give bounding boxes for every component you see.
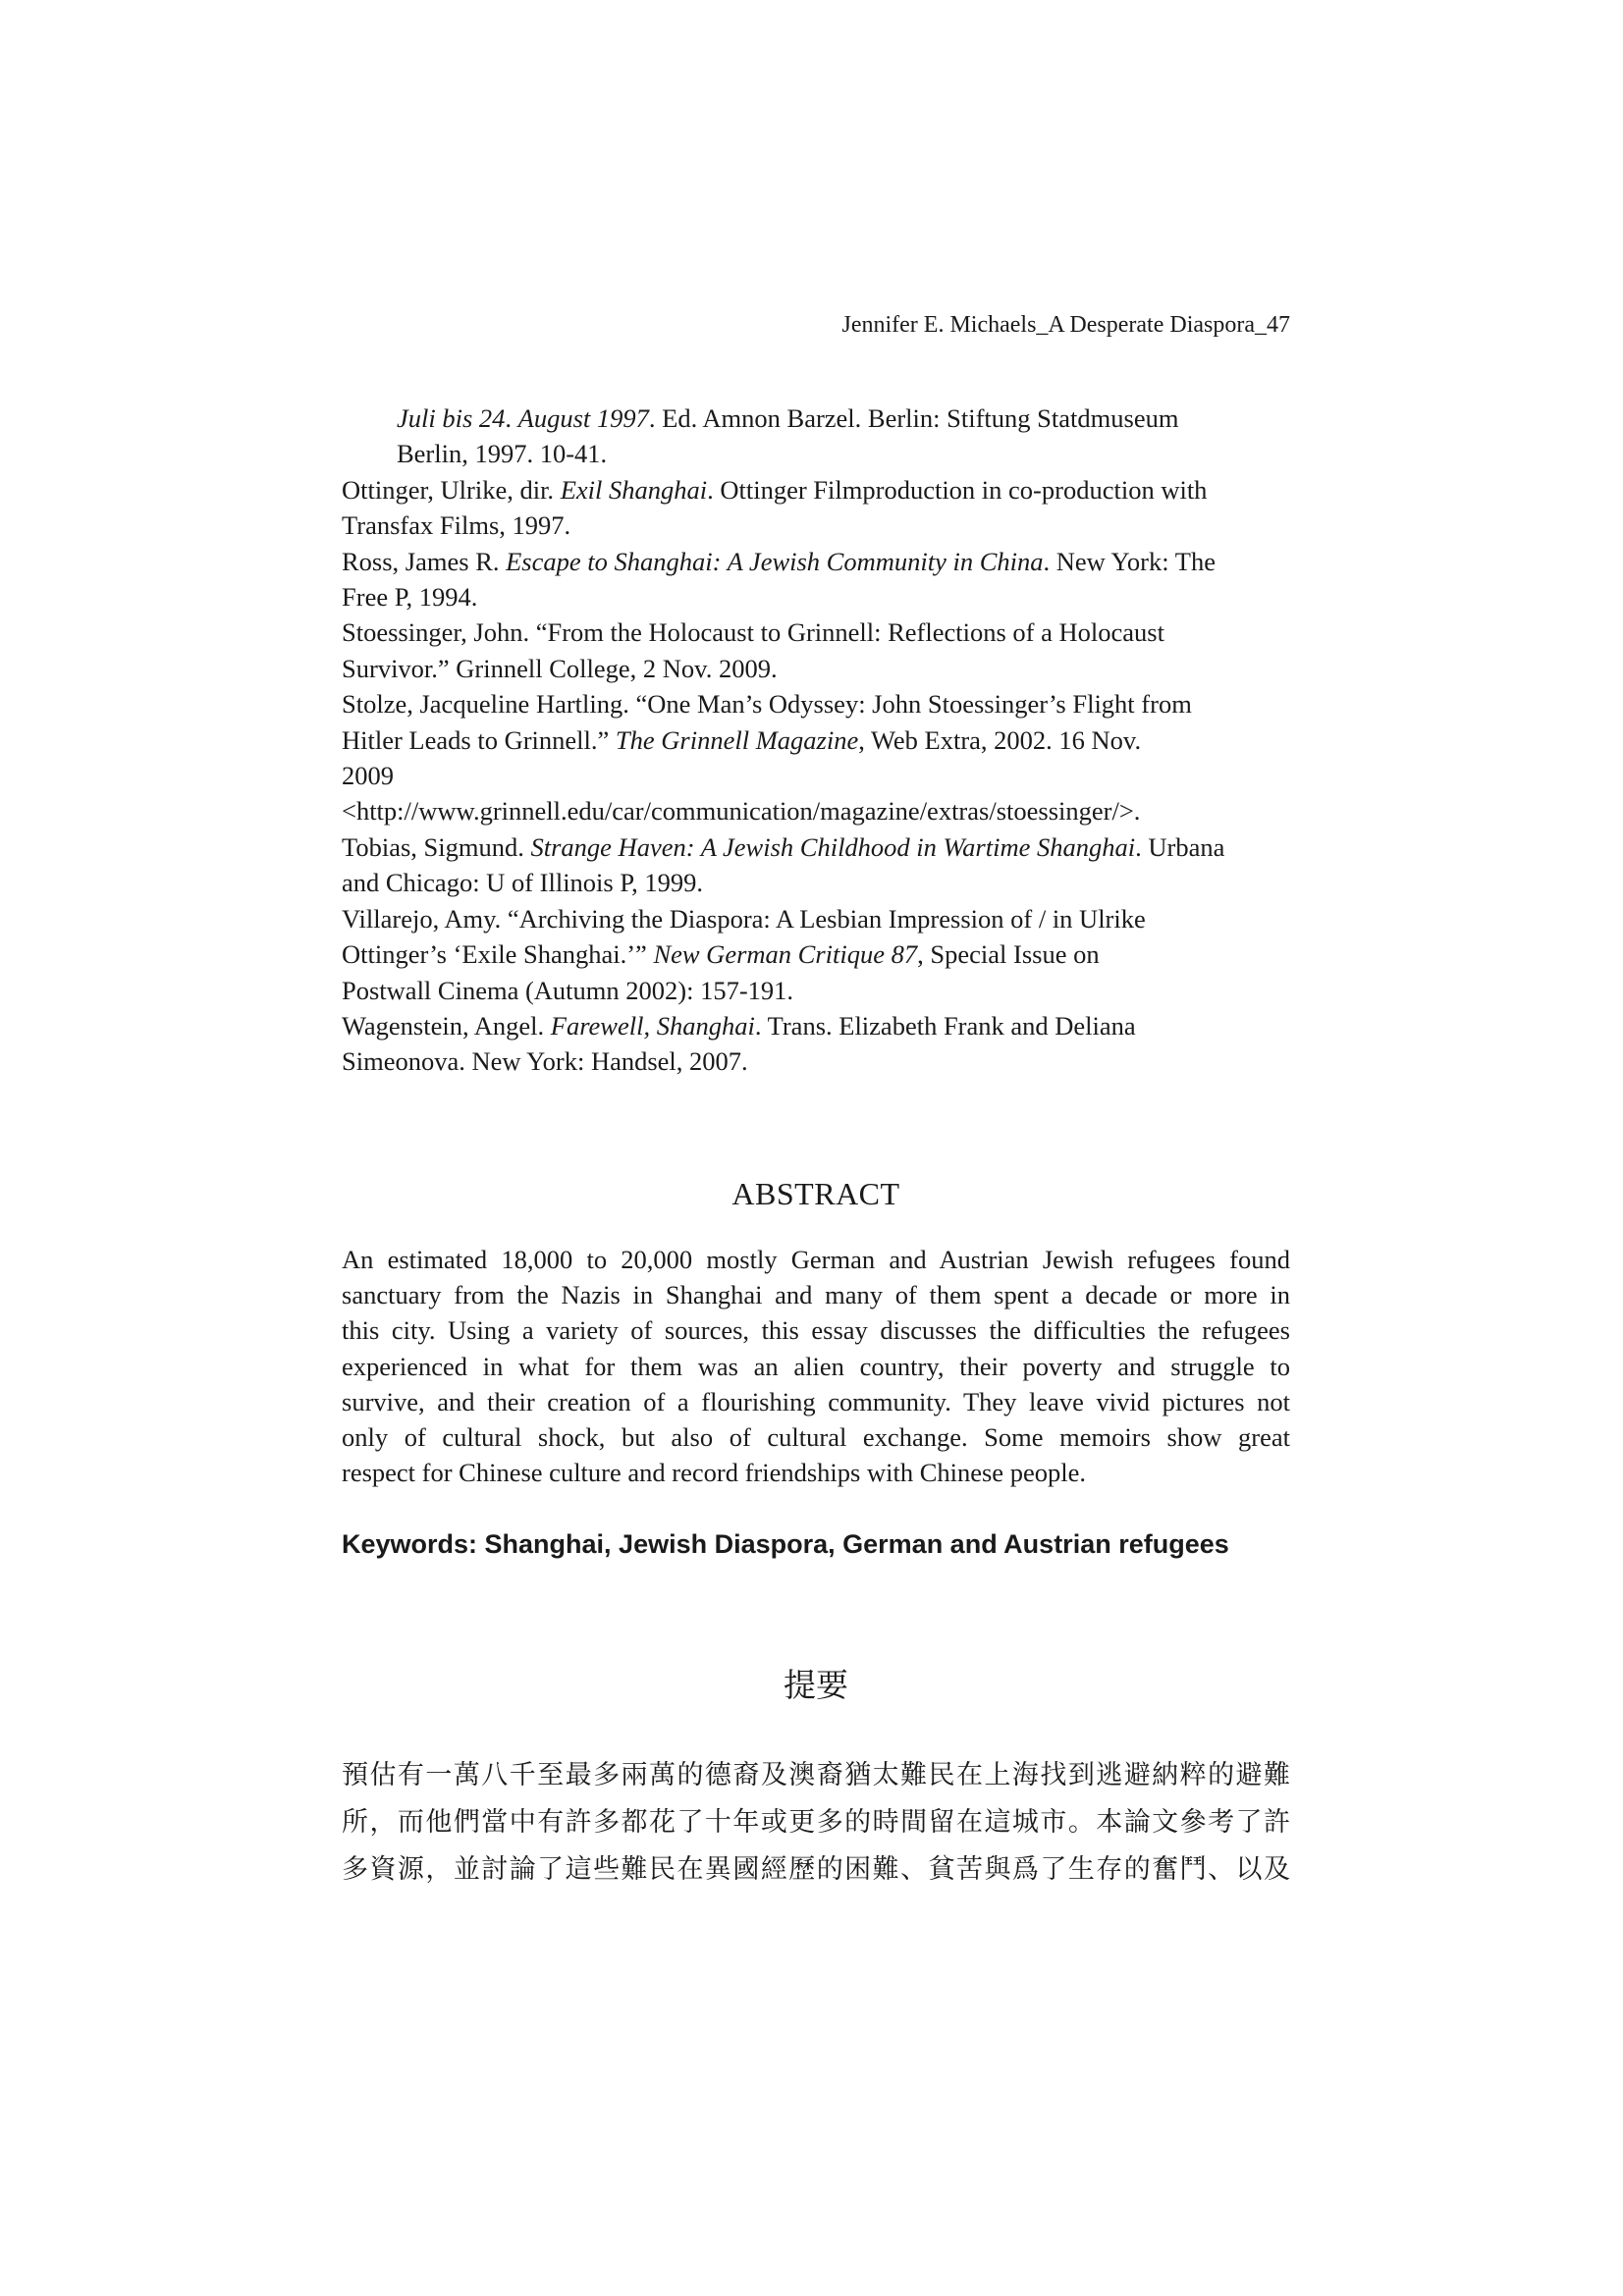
reference-line bbox=[342, 1008, 1290, 1043]
reference-line bbox=[342, 901, 1290, 936]
reference-entry bbox=[342, 829, 1290, 901]
reference-text: . New York: The bbox=[1043, 546, 1216, 576]
reference-text: Berlin, 1997. 10-41. bbox=[397, 439, 608, 469]
chinese-abstract-heading: 提要 bbox=[784, 1666, 848, 1704]
reference-line bbox=[342, 614, 1290, 650]
reference-text: Survivor.” Grinnell College, 2 Nov. 2009. bbox=[342, 653, 778, 683]
reference-text: Villarejo, Amy. “Archiving the Diaspora: A Lesbian Impression of / in Ulrike bbox=[342, 903, 1146, 934]
abstract-line: survive, and their creation of a flourishing community. They leave vivid pictures not bbox=[342, 1386, 1290, 1416]
reference-text: . Urbana bbox=[1135, 831, 1225, 862]
chinese-abstract-body bbox=[342, 1752, 1290, 1894]
works-cited-list bbox=[342, 400, 1290, 1080]
reference-title: August 1997 bbox=[517, 403, 649, 433]
chinese-abstract-line: 所，而他們當中有許多都花了十年或更多的時間留在這城市。本論文參考了許 bbox=[342, 1807, 1290, 1838]
reference-line bbox=[342, 758, 1290, 793]
reference-line bbox=[342, 1043, 1290, 1079]
reference-text: Postwall Cinema (Autumn 2002): 157-191. bbox=[342, 975, 794, 1005]
reference-text: , Web Extra, 2002. 16 Nov. bbox=[858, 724, 1142, 755]
reference-title: Juli bis 24 bbox=[397, 403, 506, 433]
reference-line bbox=[342, 686, 1290, 721]
reference-entry bbox=[342, 686, 1290, 829]
reference-line bbox=[397, 436, 1290, 471]
reference-text: . Ed. Amnon Barzel. Berlin: Stiftung Statdmuseum bbox=[648, 403, 1179, 433]
reference-line bbox=[342, 472, 1290, 507]
reference-line bbox=[342, 793, 1290, 828]
reference-line bbox=[342, 936, 1290, 972]
reference-line bbox=[342, 722, 1290, 758]
reference-entry bbox=[342, 400, 1290, 472]
reference-text: Transfax Films, 1997. bbox=[342, 510, 571, 541]
reference-text: Hitler Leads to Grinnell.” bbox=[342, 724, 616, 755]
keywords-line: Keywords: Shanghai, Jewish Diaspora, German and Austrian refugees bbox=[342, 1529, 1229, 1559]
reference-text: . Ottinger Filmproduction in co-production with bbox=[707, 474, 1208, 505]
reference-text: Ottinger’s ‘Exile Shanghai.’” bbox=[342, 939, 654, 970]
reference-text: Simeonova. New York: Handsel, 2007. bbox=[342, 1046, 748, 1077]
reference-text: , Special Issue on bbox=[917, 939, 1100, 970]
reference-title: Farewell, Shanghai bbox=[550, 1010, 755, 1041]
abstract-line: An estimated 18,000 to 20,000 mostly German and Austrian Jewish refugees found bbox=[342, 1245, 1290, 1274]
reference-text: 2009 bbox=[342, 761, 394, 791]
reference-line bbox=[342, 829, 1290, 865]
reference-line bbox=[342, 579, 1290, 614]
reference-line bbox=[342, 651, 1290, 686]
reference-title: Exil Shanghai bbox=[560, 474, 708, 505]
abstract-line: sanctuary from the Nazis in Shanghai and many of them spent a decade or more in bbox=[342, 1280, 1290, 1310]
reference-line bbox=[342, 973, 1290, 1008]
reference-text: <http://www.grinnell.edu/car/communication/magazine/extras/stoessinger/>. bbox=[342, 796, 1141, 827]
reference-text: Wagenstein, Angel. bbox=[342, 1010, 551, 1041]
reference-line bbox=[342, 507, 1290, 543]
reference-line bbox=[397, 400, 1290, 436]
reference-entry bbox=[342, 544, 1290, 615]
reference-entry bbox=[342, 472, 1290, 544]
reference-entry bbox=[342, 614, 1290, 686]
reference-line bbox=[342, 544, 1290, 579]
abstract-line: respect for Chinese culture and record friendships with Chinese people. bbox=[342, 1458, 1086, 1488]
chinese-abstract-line: 預估有一萬八千至最多兩萬的德裔及澳裔猶太難民在上海找到逃避納粹的避難 bbox=[342, 1760, 1290, 1790]
reference-title: Escape to Shanghai: A Jewish Community in China bbox=[506, 546, 1044, 576]
abstract-line: this city. Using a variety of sources, this essay discusses the difficulties the refugees bbox=[342, 1315, 1290, 1346]
reference-text: Stolze, Jacqueline Hartling. “One Man’s Odyssey: John Stoessinger’s Flight from bbox=[342, 689, 1192, 720]
reference-text: Ottinger, Ulrike, dir. bbox=[342, 474, 561, 505]
reference-text: Free P, 1994. bbox=[342, 582, 478, 613]
reference-title: The Grinnell Magazine bbox=[615, 724, 859, 755]
reference-line bbox=[342, 865, 1290, 900]
abstract-body bbox=[342, 1242, 1290, 1490]
reference-text: Tobias, Sigmund. bbox=[342, 831, 531, 862]
abstract-line: only of cultural shock, but also of cultural exchange. Some memoirs show great bbox=[342, 1422, 1290, 1453]
reference-title: Strange Haven: A Jewish Childhood in Wartime Shanghai bbox=[530, 831, 1136, 862]
abstract-heading: ABSTRACT bbox=[731, 1176, 900, 1211]
reference-text: and Chicago: U of Illinois P, 1999. bbox=[342, 868, 704, 898]
running-header: Jennifer E. Michaels_A Desperate Diaspora_47 bbox=[841, 312, 1290, 338]
reference-entry bbox=[342, 1008, 1290, 1080]
chinese-abstract-line: 多資源，並討論了這些難民在異國經歷的困難、貧苦與爲了生存的奮鬥、以及 bbox=[342, 1854, 1290, 1885]
abstract-line: experienced in what for them was an alien country, their poverty and struggle to bbox=[342, 1351, 1290, 1381]
reference-text: Stoessinger, John. “From the Holocaust to Grinnell: Reflections of a Holocaust bbox=[342, 617, 1164, 648]
reference-text: . bbox=[505, 403, 518, 433]
reference-text: Ross, James R. bbox=[342, 546, 507, 576]
reference-entry bbox=[342, 901, 1290, 1008]
reference-title: New German Critique 87 bbox=[653, 939, 918, 970]
reference-text: . Trans. Elizabeth Frank and Deliana bbox=[754, 1010, 1136, 1041]
